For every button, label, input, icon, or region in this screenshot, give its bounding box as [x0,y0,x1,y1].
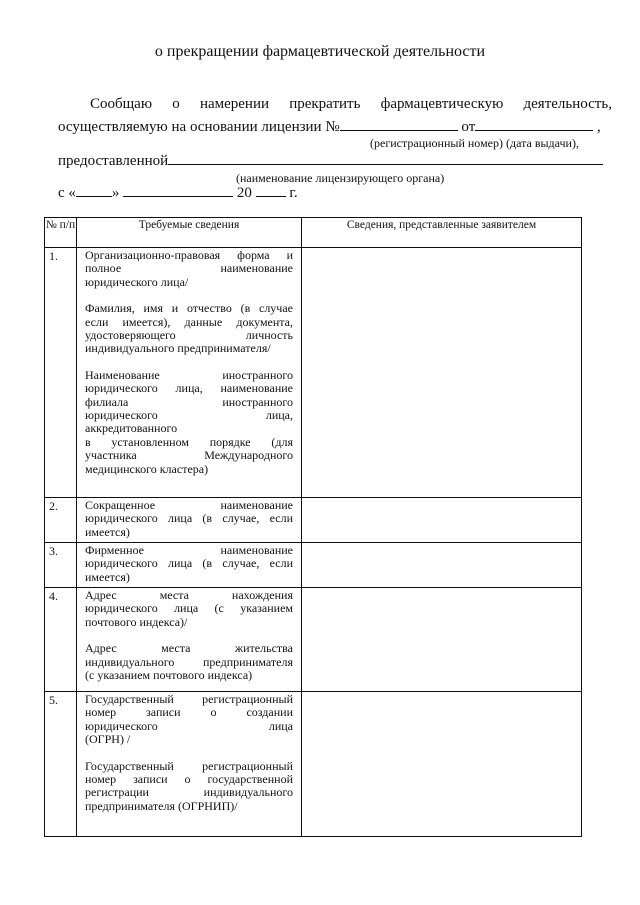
intro-line-1 [90,96,612,113]
required-info-line: юридического лица, [85,408,293,423]
required-info-line: почтового индекса)/ [85,614,188,629]
license-text: осуществляемую на основании лицензии № [58,119,340,135]
provided-text: предоставленной [58,153,169,169]
intro-date-line [58,182,298,202]
intro-word: Сообщаю [90,96,153,112]
required-info-line: индивидуального предпринимателя [85,654,293,669]
intro-word: о [172,96,180,112]
required-info-line: регистрации индивидуального [85,785,293,800]
required-info-line: Государственный регистрационный [85,692,293,706]
table-header-row [45,218,582,248]
applicant-answer-cell[interactable] [302,543,582,588]
required-info-line: номер записи о государственной [85,772,293,787]
required-info-line: в установленном порядке (для [85,434,293,449]
comma-text: , [597,119,601,135]
required-info-line: юридического лица [85,718,293,733]
required-info-line: индивидуального предпринимателя/ [85,341,271,356]
hint-reg-number-date: (регистрационный номер) (дата выдачи), [370,136,579,150]
intro-word: фармацевтическую [380,96,504,112]
table-row [45,692,582,837]
issue-date-field[interactable] [475,116,593,131]
table-row [45,543,582,588]
required-info-line: юридического лица/ [85,274,189,289]
required-info-line: Фамилия, имя и отчество (в случае [85,301,293,316]
table-row [45,498,582,543]
block-gap [85,356,293,369]
applicant-answer-cell[interactable] [302,692,582,837]
required-info-cell [77,692,302,837]
required-info-line: Организационно-правовая форма и [85,248,293,262]
required-info-line: Фирменное наименование [85,543,293,557]
required-info-line: Адрес места нахождения [85,588,293,602]
date-close-quote: » [111,185,120,201]
required-info-line: (ОГРН) / [85,732,131,747]
document-title: о прекращении фармацевтической деятельности [154,43,486,60]
required-info-line: участника Международного [85,448,293,463]
intro-word: прекратить [289,96,361,112]
required-info-line: юридического лица (в случае, если [85,511,293,526]
header-num: № п/п [45,218,77,248]
intro-word: намерении [199,96,270,112]
required-info-line: если имеется), данные документа, [85,314,293,329]
date-day-field[interactable] [76,182,112,197]
info-table [44,217,582,837]
required-info-line: медицинского кластера) [85,461,209,476]
licensing-authority-field[interactable] [168,150,603,165]
applicant-answer-cell[interactable] [302,248,582,498]
required-info-line: имеется) [85,524,130,539]
required-info-line: Адрес места жительства [85,641,293,656]
required-info-line: удостоверяющего личность [85,328,293,343]
date-year-suffix: г. [289,185,298,201]
table-row [45,248,582,498]
required-info-line: полное наименование [85,261,293,276]
license-number-field[interactable] [340,116,458,131]
required-info-cell [77,498,302,543]
header-provided: Сведения, представленные заявителем [302,218,582,248]
table-row [45,588,582,692]
required-info-line: юридического лица, наименование [85,381,293,396]
required-info-line: имеется) [85,569,130,584]
date-year-field[interactable] [256,182,286,197]
required-info-line: Государственный регистрационный [85,758,293,773]
hint-licensing-authority: (наименование лицензирующего органа) [236,171,445,185]
required-info-cell [77,543,302,588]
applicant-answer-cell[interactable] [302,588,582,692]
row-number: 1. [45,248,77,498]
header-required: Требуемые сведения [77,218,302,248]
row-number: 2. [45,498,77,543]
intro-word: деятельность, [523,96,612,112]
date-open-quote: с « [58,185,76,201]
required-info-line: предпринимателя (ОГРНИП)/ [85,798,238,813]
intro-line-3 [58,150,603,170]
required-info-cell [77,588,302,692]
required-info-line: Сокращенное наименование [85,498,293,512]
table-body [45,248,582,837]
date-month-field[interactable] [123,182,233,197]
from-text: от [461,119,476,135]
row-number: 3. [45,543,77,588]
required-info-cell [77,248,302,498]
required-info-line: юридического лица (в случае, если [85,556,293,571]
date-year-prefix: 20 [236,185,252,201]
block-gap [85,747,293,760]
applicant-answer-cell[interactable] [302,498,582,543]
required-info-line: (с указанием почтового индекса) [85,668,253,683]
row-number: 5. [45,692,77,837]
required-info-line: номер записи о создании [85,705,293,720]
required-info-line: филиала иностранного [85,394,293,409]
required-info-line: аккредитованного [85,421,178,436]
row-number: 4. [45,588,77,692]
required-info-line: юридического лица (с указанием [85,601,293,616]
intro-line-2 [58,116,601,136]
required-info-line: Наименование иностранного [85,367,293,382]
